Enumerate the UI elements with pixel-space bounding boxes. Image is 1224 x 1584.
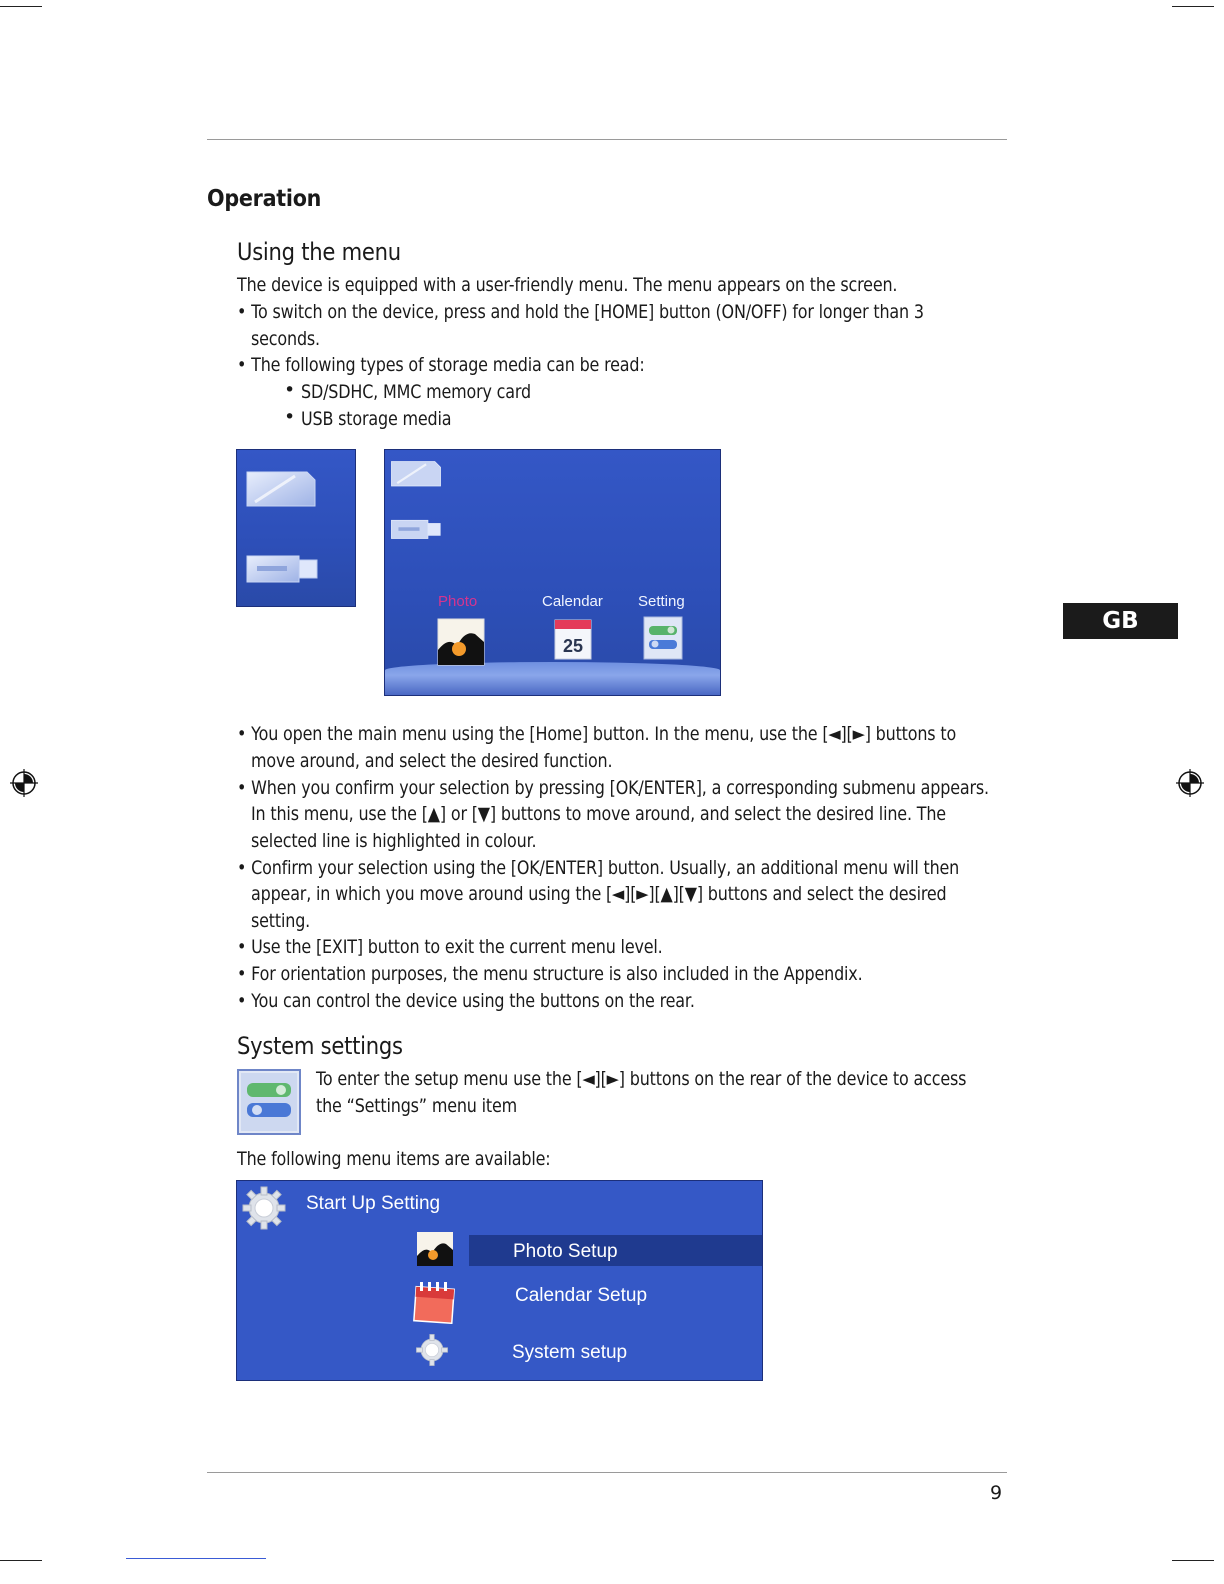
usb-drive-icon <box>245 550 319 584</box>
setup-menu-screenshot <box>236 1180 763 1381</box>
registration-mark-icon <box>1176 769 1204 797</box>
bullet-line: selected line is highlighted in colour. <box>251 830 537 852</box>
bullet-line: setting. <box>251 910 311 932</box>
sub-bullet-dot: • <box>284 379 296 401</box>
setup-menu-header: Start Up Setting <box>306 1193 441 1214</box>
registration-mark-icon <box>10 769 38 797</box>
menu-label-setting[interactable]: Setting <box>638 593 685 610</box>
photo-setup-icon[interactable] <box>416 1231 454 1267</box>
media-item: USB storage media <box>301 408 452 430</box>
bullet-line: In this menu, use the [▲] or [▼] buttons to move around, and select the desired line. The <box>251 803 946 825</box>
instruction-line: the “Settings” menu item <box>316 1095 518 1117</box>
crop-mark <box>0 1560 42 1561</box>
menu-label-calendar[interactable]: Calendar <box>542 593 603 610</box>
bullet-line: • To switch on the device, press and hold the [HOME] button (ON/OFF) for longer than 3 <box>237 301 924 323</box>
sd-card-icon <box>245 468 317 508</box>
bullet-line: • You can control the device using the buttons on the rear. <box>237 990 695 1012</box>
calendar-icon[interactable] <box>554 618 592 660</box>
footer-rule <box>207 1472 1007 1473</box>
setting-icon[interactable] <box>643 616 683 660</box>
menu-label-photo[interactable]: Photo <box>438 593 478 610</box>
crop-mark <box>0 6 42 7</box>
setup-item-calendar[interactable]: Calendar Setup <box>515 1285 648 1306</box>
bullet-line: appear, in which you move around using the [◄][►][▲][▼] buttons and select the desired <box>251 883 947 905</box>
system-setup-gear-icon[interactable] <box>415 1333 449 1367</box>
calendar-setup-icon[interactable] <box>412 1280 458 1324</box>
subsection-title-using-menu: Using the menu <box>237 238 401 266</box>
sub-bullet-dot: • <box>284 406 296 428</box>
bullet-line: • For orientation purposes, the menu structure is also included in the Appendix. <box>237 963 863 985</box>
bullet-line: • Use the [EXIT] button to exit the current menu level. <box>237 936 663 958</box>
media-item: SD/SDHC, MMC memory card <box>301 381 531 403</box>
usb-drive-icon <box>390 516 442 540</box>
available-items-text: The following menu items are available: <box>237 1148 551 1170</box>
gear-icon <box>241 1185 287 1231</box>
main-menu-screenshot <box>384 449 721 696</box>
instruction-line: To enter the setup menu use the [◄][►] buttons on the rear of the device to access <box>316 1068 967 1090</box>
intro-text: The device is equipped with a user-friendly menu. The menu appears on the screen. <box>237 274 898 296</box>
photo-icon[interactable] <box>435 616 487 668</box>
page-number: 9 <box>990 1482 1003 1504</box>
setup-item-photo[interactable]: Photo Setup <box>513 1241 618 1262</box>
header-rule <box>207 139 1007 140</box>
subsection-title-system-settings: System settings <box>237 1032 403 1060</box>
language-tab: GB <box>1063 603 1178 639</box>
sd-card-icon <box>390 458 442 488</box>
crop-mark <box>1172 1560 1214 1561</box>
bullet-line: • You open the main menu using the [Home] button. In the menu, use the [◄][►] buttons to <box>237 723 957 745</box>
bullet-line: seconds. <box>251 328 320 350</box>
bullet-line: • The following types of storage media can be read: <box>237 354 645 376</box>
section-title: Operation <box>207 186 322 212</box>
bullet-line: • When you confirm your selection by pressing [OK/ENTER], a corresponding submenu appears. <box>237 777 989 799</box>
media-select-screenshot <box>236 449 356 607</box>
bullet-line: move around, and select the desired function. <box>251 750 613 772</box>
calendar-day: 25 <box>562 636 584 656</box>
settings-icon <box>237 1069 301 1135</box>
crop-mark <box>126 1558 266 1559</box>
setup-item-system[interactable]: System setup <box>512 1342 628 1363</box>
crop-mark <box>1172 6 1214 7</box>
bullet-line: • Confirm your selection using the [OK/ENTER] button. Usually, an additional menu will then <box>237 857 960 879</box>
